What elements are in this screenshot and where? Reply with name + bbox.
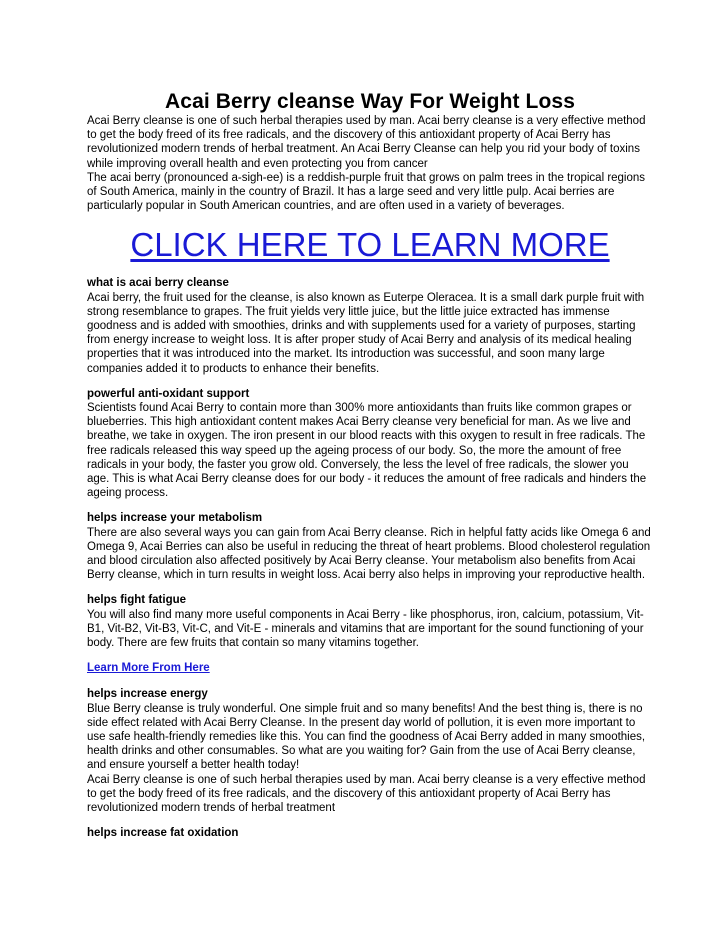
section-heading: helps fight fatigue xyxy=(87,594,187,607)
section-what-is xyxy=(87,276,653,375)
section-paragraph: There are also several ways you can gain from Acai Berry cleanse. Rich in helpful fatty acids like Omega 6 and Omega 9, Acai Berries can also be useful in reducing the threat of heart problems. Blood cholesterol regulation and blood circulation also affected positively by Acai Berry cleanse. Your metabolism also benefits from Acai Berry cleanse, which in turn results in weight loss. Acai berry also helps in improving your reproductive health. xyxy=(87,526,651,582)
section-heading: what is acai berry cleanse xyxy=(87,277,229,290)
intro-paragraph-1: Acai Berry cleanse is one of such herbal therapies used by man. Acai berry cleanse is a very effective method to get the body freed of its free radicals, and the discovery of this antioxidant property of Acai Berry has revolutionized modern trends of herbal treatment. An Acai Berry Cleanse can help you rid your body of toxins while improving overall health and even protecting you from cancer xyxy=(87,115,646,170)
section-heading: helps increase your metabolism xyxy=(87,512,263,525)
section-paragraph: Acai berry, the fruit used for the cleanse, is also known as Euterpe Oleracea. It is a small dark purple fruit with strong resemblance to grapes. The fruit yields very little juice, but the little juice extracted has immense goodness and is added with smoothies, drinks and with supplements used for a variety of purposes, starting from energy increase to weight loss. It is after proper study of Acai Berry and analysis of its medical healing properties that it was introduced into the market. Its introduction was successful, and soon many large companies added it to products to enhance their benefits. xyxy=(87,291,645,375)
section-heading: helps increase energy xyxy=(87,688,208,701)
document-content xyxy=(87,90,653,840)
click-here-link[interactable]: CLICK HERE TO LEARN MORE xyxy=(130,226,610,264)
section-paragraph: You will also find many more useful components in Acai Berry - like phosphorus, iron, calcium, potassium, Vit-B1, Vit-B2, Vit-B3, Vit-C, and Vit-E - minerals and vitamins that are important for the sound functioning of your body. There are few fruits that contain so many vitamins together. xyxy=(87,608,644,650)
section-fatigue xyxy=(87,593,653,650)
page-title: Acai Berry cleanse Way For Weight Loss xyxy=(165,90,575,113)
section-energy xyxy=(87,687,653,815)
intro-paragraph-2: The acai berry (pronounced a-sigh-ee) is a reddish-purple fruit that grows on palm trees in the tropical regions of South America, mainly in the country of Brazil. It has a large seed and very little pulp. Acai berries are particularly popular in South American countries, and are often used in a variety of beverages. xyxy=(87,171,646,213)
section-paragraph: Acai Berry cleanse is one of such herbal therapies used by man. Acai berry cleanse is a very effective method to get the body freed of its free radicals, and the discovery of this antioxidant property of Acai Berry has revolutionized modern trends of herbal treatment xyxy=(87,773,646,814)
learn-more-link[interactable]: Learn More From Here xyxy=(87,662,210,675)
section-paragraph: Blue Berry cleanse is truly wonderful. One simple fruit and so many benefits! And the best thing is, there is no side effect related with Acai Berry Cleanse. In the present day world of pollution, it is even more important to use safe health-friendly remedies like this. You can find the goodness of Acai Berry added in many smoothies, health drinks and other consumables. So what are you waiting for? Gain from the use of Acai Berry cleanse, and ensure yourself a better health today! xyxy=(87,702,646,772)
section-antioxidant xyxy=(87,387,653,501)
section-heading: powerful anti-oxidant support xyxy=(87,387,250,400)
section-heading: helps increase fat oxidation xyxy=(87,827,239,840)
section-paragraph: Scientists found Acai Berry to contain more than 300% more antioxidants than fruits like common grapes or blueberries. This high antioxidant content makes Acai Berry cleanse very beneficial for man. As we live and breathe, we take in oxygen. The iron present in our blood reacts with this oxygen to result in free radicals. The free radicals released this way speed up the ageing process of our body. So, the more the amount of free radicals in your body, the faster you grow old. Conversely, the less the level of free radicals, the slower you age. This is what Acai Berry cleanse does for our body - it reduces the amount of free radicals and hinders the ageing process. xyxy=(87,402,647,500)
section-metabolism xyxy=(87,511,653,582)
section-fat-oxidation xyxy=(87,826,653,840)
